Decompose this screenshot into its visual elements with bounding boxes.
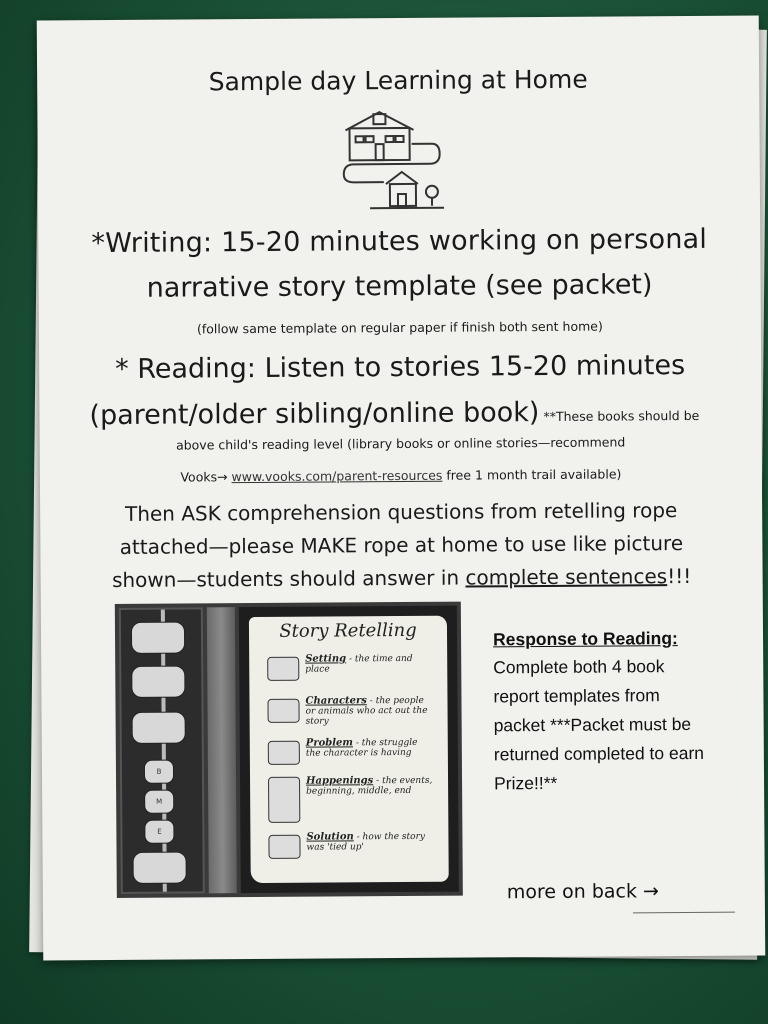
reading-line-2-main: (parent/older sibling/online book) [89, 397, 540, 432]
ask-line-3 [41, 563, 763, 592]
setting-desc: - the time and place [305, 653, 413, 675]
beads-icon [268, 777, 300, 823]
poster-row-problem [306, 738, 434, 759]
writing-line-2: narrative story template (see packet) [146, 269, 653, 304]
bead-middle: M [144, 790, 174, 814]
knot-icon [268, 741, 300, 765]
knot-bead-icon [132, 712, 186, 744]
solution-desc: - how the story was 'tied up' [306, 831, 425, 853]
ask-line-3-suffix: !!! [667, 563, 692, 589]
poster-row-solution [306, 832, 434, 853]
retelling-rope-photo [115, 602, 463, 898]
ask-line-3-prefix: shown—students should answer in [111, 565, 466, 593]
reading-line-4 [40, 465, 762, 485]
poster-row-happenings [306, 776, 434, 797]
response-line: packet ***Packet must be [493, 713, 692, 736]
characters-icon [267, 699, 299, 723]
characters-term: Characters [305, 695, 367, 707]
vooks-link[interactable]: www.vooks.com/parent-resources [231, 467, 443, 485]
flyer-page [37, 15, 766, 960]
setting-term: Setting [305, 653, 347, 665]
problem-term: Problem [305, 737, 354, 749]
characters-desc: - the people or animals who act out the story [305, 695, 428, 727]
happenings-desc: - the events, beginning, middle, end [306, 775, 433, 797]
complete-sentences-text: complete sentences [465, 564, 668, 590]
poster-row-setting [305, 654, 433, 675]
school-to-home-icon [339, 110, 452, 215]
vooks-label: Vooks→ [180, 469, 232, 485]
page-title: Sample day Learning at Home [208, 64, 588, 97]
house-icon [267, 657, 299, 681]
happenings-term: Happenings [306, 775, 374, 787]
bow-icon [268, 835, 300, 859]
writing-note: (follow same template on regular paper if finish both sent home) [196, 318, 603, 337]
story-retelling-poster [239, 606, 459, 894]
reading-line-1: * Reading: Listen to stories 15-20 minutes [115, 350, 686, 385]
bead-end: E [144, 820, 174, 844]
poster-paper [249, 616, 449, 883]
more-on-back: more on back → [506, 880, 659, 904]
reading-line-3: above child's reading level (library books or online stories—recommend [175, 434, 626, 453]
ask-line-2: attached—please MAKE rope at home to use like picture [119, 531, 684, 559]
response-line: Prize!!** [493, 772, 558, 794]
bow-bead-icon [133, 852, 187, 884]
bead-beginning: B [144, 760, 174, 784]
vooks-suffix: free 1 month trail available) [442, 466, 622, 483]
response-line: report templates from [493, 685, 660, 707]
response-title: Response to Reading: [492, 628, 678, 650]
more-underline [633, 912, 735, 914]
ask-line-1: Then ASK comprehension questions from retelling rope [124, 498, 678, 526]
reading-line-2-note: **These books should be [539, 407, 700, 425]
response-line: returned completed to earn [493, 742, 705, 765]
reading-line-2 [89, 396, 699, 431]
response-line: Complete both 4 book [493, 656, 665, 678]
poster-row-characters [305, 696, 433, 727]
writing-line-1: *Writing: 15-20 minutes working on personal [91, 223, 708, 260]
poster-title: Story Retelling [279, 619, 417, 642]
house-bead-icon [131, 622, 185, 654]
problem-desc: - the struggle the character is having [305, 737, 418, 759]
faces-bead-icon [131, 666, 185, 698]
wood-frame [207, 607, 237, 893]
retelling-rope [119, 607, 205, 894]
solution-term: Solution [306, 831, 354, 843]
